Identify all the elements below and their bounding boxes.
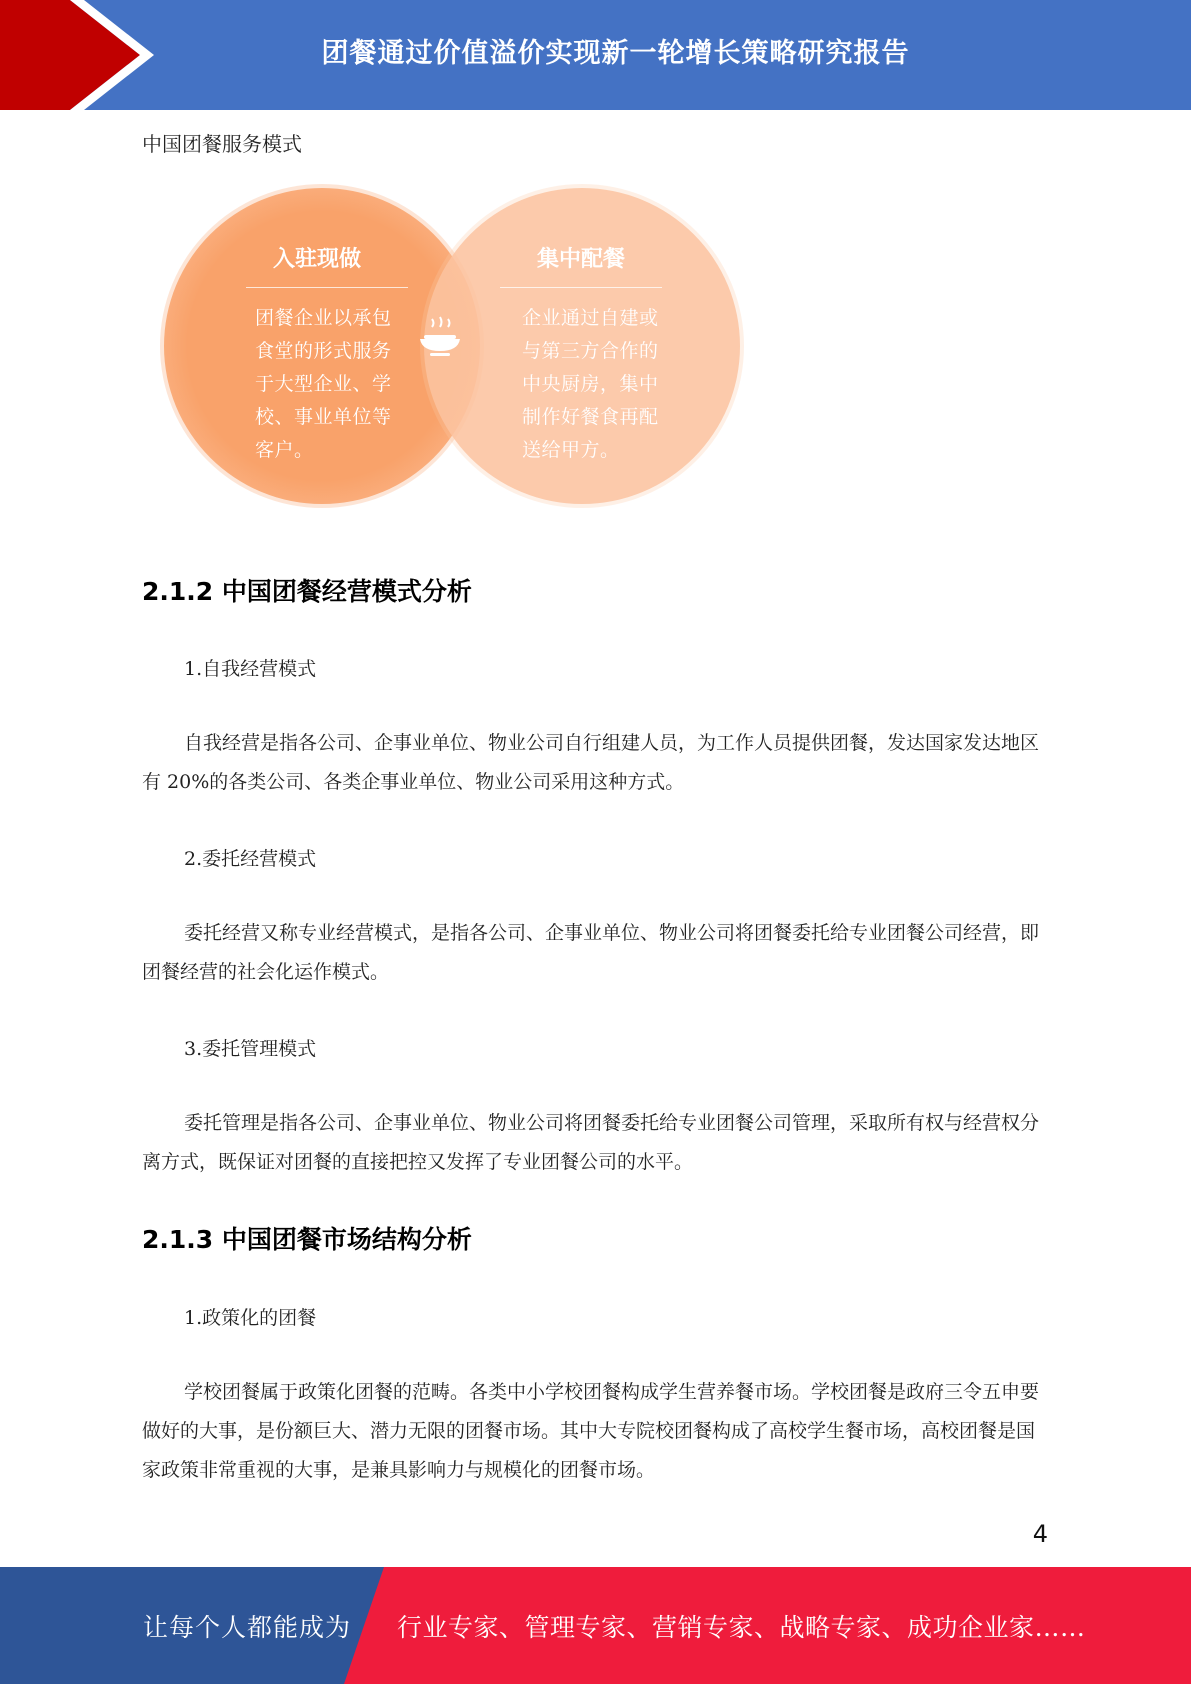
subheading-entrusted-operation: 2.委托经营模式 [184, 848, 317, 870]
right-line: 送给甲方。 [522, 439, 620, 461]
left-line: 客户。 [255, 439, 314, 461]
right-line: 中央厨房，集中 [522, 373, 659, 395]
section-heading-2-1-2: 2.1.2 中国团餐经营模式分析 [142, 577, 472, 606]
page-header [0, 0, 1191, 110]
footer-slogan-right: 行业专家、管理专家、营销专家、战略专家、成功企业家…… [397, 1612, 1086, 1642]
figure-caption: 中国团餐服务模式 [142, 132, 302, 156]
subheading-self-operation: 1.自我经营模式 [184, 658, 317, 680]
service-mode-diagram [150, 180, 750, 520]
paragraph-entrusted-management: 委托管理是指各公司、企事业单位、物业公司将团餐委托给专业团餐公司管理，采取所有权与经营权分离方式，既保证对团餐的直接把控又发挥了专业团餐公司的水平。 [142, 1112, 1040, 1173]
left-circle-text [255, 302, 415, 467]
left-line: 团餐企业以承包 [255, 307, 392, 329]
page-footer [0, 1567, 1191, 1684]
left-line: 食堂的形式服务 [255, 340, 392, 362]
page-number: 4 [1032, 1520, 1048, 1548]
subheading-policy-catering: 1.政策化的团餐 [184, 1307, 317, 1329]
subheading-entrusted-management: 3.委托管理模式 [184, 1038, 317, 1060]
left-line: 于大型企业、学 [255, 373, 392, 395]
right-line: 制作好餐食再配 [522, 406, 659, 428]
footer-slogan-left: 让每个人都能成为 [143, 1612, 352, 1642]
left-circle-divider [246, 287, 408, 288]
section-heading-2-1-3: 2.1.3 中国团餐市场结构分析 [142, 1225, 472, 1254]
right-circle-divider [500, 287, 662, 288]
left-line: 校、事业单位等 [255, 406, 392, 428]
paragraph-self-operation: 自我经营是指各公司、企事业单位、物业公司自行组建人员，为工作人员提供团餐，发达国家发达地区有 20%的各类公司、各类企事业单位、物业公司采用这种方式。 [142, 732, 1040, 793]
right-circle-title: 集中配餐 [536, 247, 625, 272]
paragraph-policy-catering: 学校团餐属于政策化团餐的范畴。各类中小学校团餐构成学生营养餐市场。学校团餐是政府三令五申要做好的大事，是份额巨大、潜力无限的团餐市场。其中大专院校团餐构成了高校学生餐市场，高校团餐是国家政策非常重视的大事，是兼具影响力与规模化的团餐市场。 [142, 1381, 1040, 1481]
right-line: 与第三方合作的 [522, 340, 659, 362]
right-circle-text [522, 302, 682, 467]
food-bowl-icon [416, 315, 464, 359]
paragraph-entrusted-operation: 委托经营又称专业经营模式，是指各公司、企事业单位、物业公司将团餐委托给专业团餐公司经营，即团餐经营的社会化运作模式。 [142, 922, 1040, 983]
right-line: 企业通过自建或 [522, 307, 659, 329]
left-circle-title: 入驻现做 [272, 247, 361, 272]
header-title: 团餐通过价值溢价实现新一轮增长策略研究报告 [321, 37, 910, 69]
